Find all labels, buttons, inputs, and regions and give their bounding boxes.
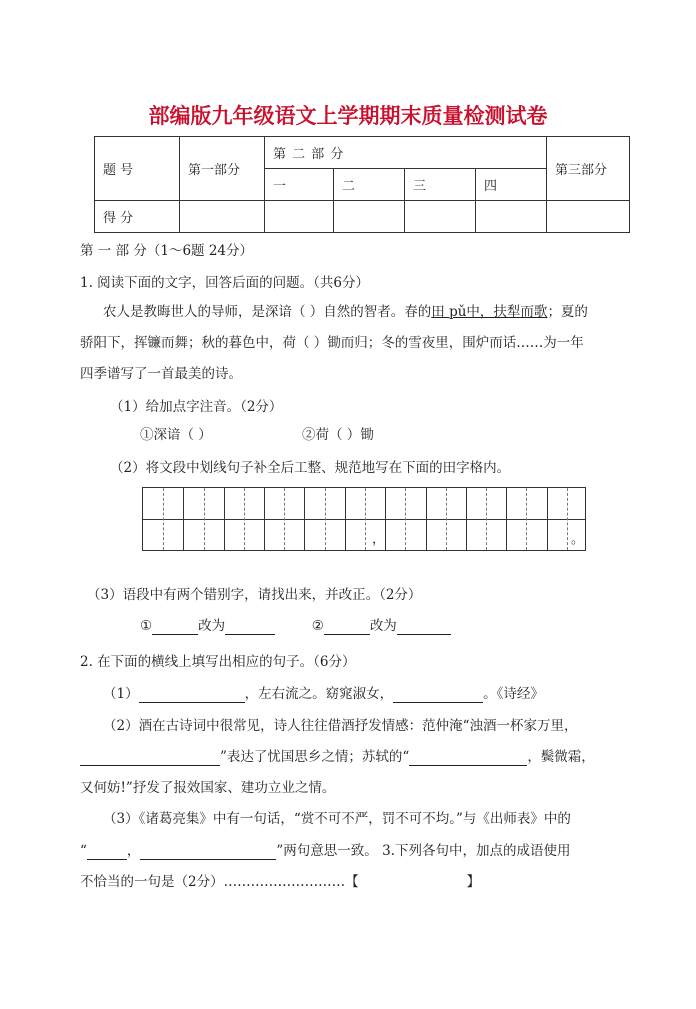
cell-sub-2: 二 (334, 169, 405, 201)
q2-text: “ (80, 843, 87, 859)
q1-passage-line1 (103, 303, 588, 321)
cell-sub-3: 三 (405, 169, 476, 201)
page-title: 部编版九年级语文上学期期末质量检测试卷 (148, 103, 548, 128)
score-input-part3[interactable] (547, 201, 630, 233)
answer-text: 改为 (198, 618, 226, 634)
q1-heading: 1. 阅读下面的文字，回答后面的问题。（共6分） (80, 275, 370, 291)
answer-blank[interactable] (409, 751, 527, 766)
score-input-1[interactable] (265, 201, 334, 233)
cell-part1: 第一部分 (180, 137, 265, 201)
grid-column-line (163, 488, 164, 550)
q2-line2: （2）酒在古诗词中很常见，诗人往往借酒抒发情感：范仲淹“浊酒一杯家万里， (103, 718, 578, 734)
grid-column-line (547, 488, 548, 550)
q2-line5: （3）《诸葛亮集》中有一句话，“赏不可不严，罚不可不均。”与《出师表》中的 (103, 811, 571, 827)
answer-blank[interactable] (140, 845, 276, 860)
q1-sub2: （2）将文段中划线句子补全后工整、规范地写在下面的田字格内。 (110, 460, 511, 476)
q2-text: ”表达了忧国思乡之情；苏轼的“ (220, 749, 410, 765)
q2-line7 (80, 873, 480, 891)
cell-tihao: 题 号 (95, 137, 180, 201)
q2-line4: 又何妨!”抒发了报效国家、建功立业之情。 (80, 780, 336, 796)
q1-passage-line2: 骄阳下，挥镰而舞；秋的暮色中，荷（ ）锄而归；冬的雪夜里，围炉而话……为一年 (80, 335, 584, 351)
grid-column-line (345, 488, 346, 550)
q3-text: 不恰当的一句是（2分）………………………【 (80, 874, 359, 890)
tianzige-grid[interactable] (142, 487, 586, 551)
grid-column-line (224, 488, 225, 550)
passage-text: ；夏的 (547, 304, 588, 320)
cell-sub-4: 四 (476, 169, 547, 201)
grid-column-line (264, 488, 265, 550)
grid-column-line (446, 488, 447, 550)
q2-heading: 2. 在下面的横线上填写出相应的句子。（6分） (80, 654, 356, 670)
passage-text: 农人是教晦世人的导师，是深谙（ ）自然的智者。春的 (103, 304, 432, 320)
q2-text: ”两句意思一致。 3.下列各句中，加点的成语使用 (276, 843, 571, 859)
cell-defen[interactable]: 得 分 (95, 201, 180, 233)
grid-column-line (486, 488, 487, 550)
grid-column-line (405, 488, 406, 550)
q3-text: 】 (466, 874, 481, 890)
cell-sub-1: 一 (265, 169, 334, 201)
answer-blank[interactable] (87, 845, 127, 860)
q2-line6 (80, 842, 570, 860)
answer-blank[interactable] (397, 620, 451, 635)
answer-text: 改为 (369, 618, 397, 634)
section1-heading: 第 一 部 分（1～6题 24分） (80, 243, 254, 259)
grid-column-line (426, 488, 427, 550)
grid-column-line (183, 488, 184, 550)
q1-passage-line3: 四季谱写了一首最美的诗。 (80, 366, 242, 382)
q2-text: ，鬓微霜， (527, 749, 595, 765)
q1-sub3: （3）语段中有两个错别字，请找出来，并改正。（2分） (87, 587, 422, 603)
grid-column-line (284, 488, 285, 550)
answer-blank[interactable] (225, 620, 275, 635)
cell-part3: 第三部分 (547, 137, 630, 201)
grid-column-line (365, 488, 366, 550)
answer-num-2: ② (311, 618, 324, 634)
q2-text: ，左右流之。窈窕淑女， (244, 686, 394, 702)
grid-column-line (466, 488, 467, 550)
q1-sub1-a[interactable]: ①深谙（ ） (140, 427, 212, 443)
grid-row-divider (143, 519, 585, 520)
cell-part2: 第 二 部 分 (265, 137, 547, 169)
answer-blank[interactable] (393, 688, 483, 703)
q1-sub1-b[interactable]: ②荷（ ）锄 (302, 427, 374, 443)
grid-column-line (385, 488, 386, 550)
score-input-3[interactable] (405, 201, 476, 233)
grid-column-line (567, 488, 568, 550)
score-table (94, 136, 630, 233)
q1-sub3-answers (140, 617, 451, 635)
grid-column-line (204, 488, 205, 550)
score-input-part1[interactable] (180, 201, 265, 233)
grid-column-line (526, 488, 527, 550)
answer-blank[interactable] (139, 688, 245, 703)
answer-num-1: ① (140, 618, 153, 634)
score-input-2[interactable] (334, 201, 405, 233)
q2-text: 。《诗经》 (483, 686, 544, 702)
q2-line1 (103, 685, 544, 703)
answer-blank[interactable] (152, 620, 198, 635)
grid-period: 。 (571, 532, 585, 547)
grid-column-line (325, 488, 326, 550)
answer-blank[interactable] (324, 620, 370, 635)
q1-sub1: （1）给加点字注音。（2分） (110, 399, 283, 415)
grid-column-line (244, 488, 245, 550)
q2-text: ， (126, 843, 141, 859)
score-input-4[interactable] (476, 201, 547, 233)
q2-line3 (80, 748, 595, 766)
q2-text: （1） (103, 686, 139, 702)
answer-blank[interactable] (80, 751, 220, 766)
grid-column-line (506, 488, 507, 550)
underlined-sentence: 田 pǔ中，扶犁而歌 (431, 304, 548, 320)
grid-column-line (304, 488, 305, 550)
grid-comma: ， (372, 532, 386, 547)
